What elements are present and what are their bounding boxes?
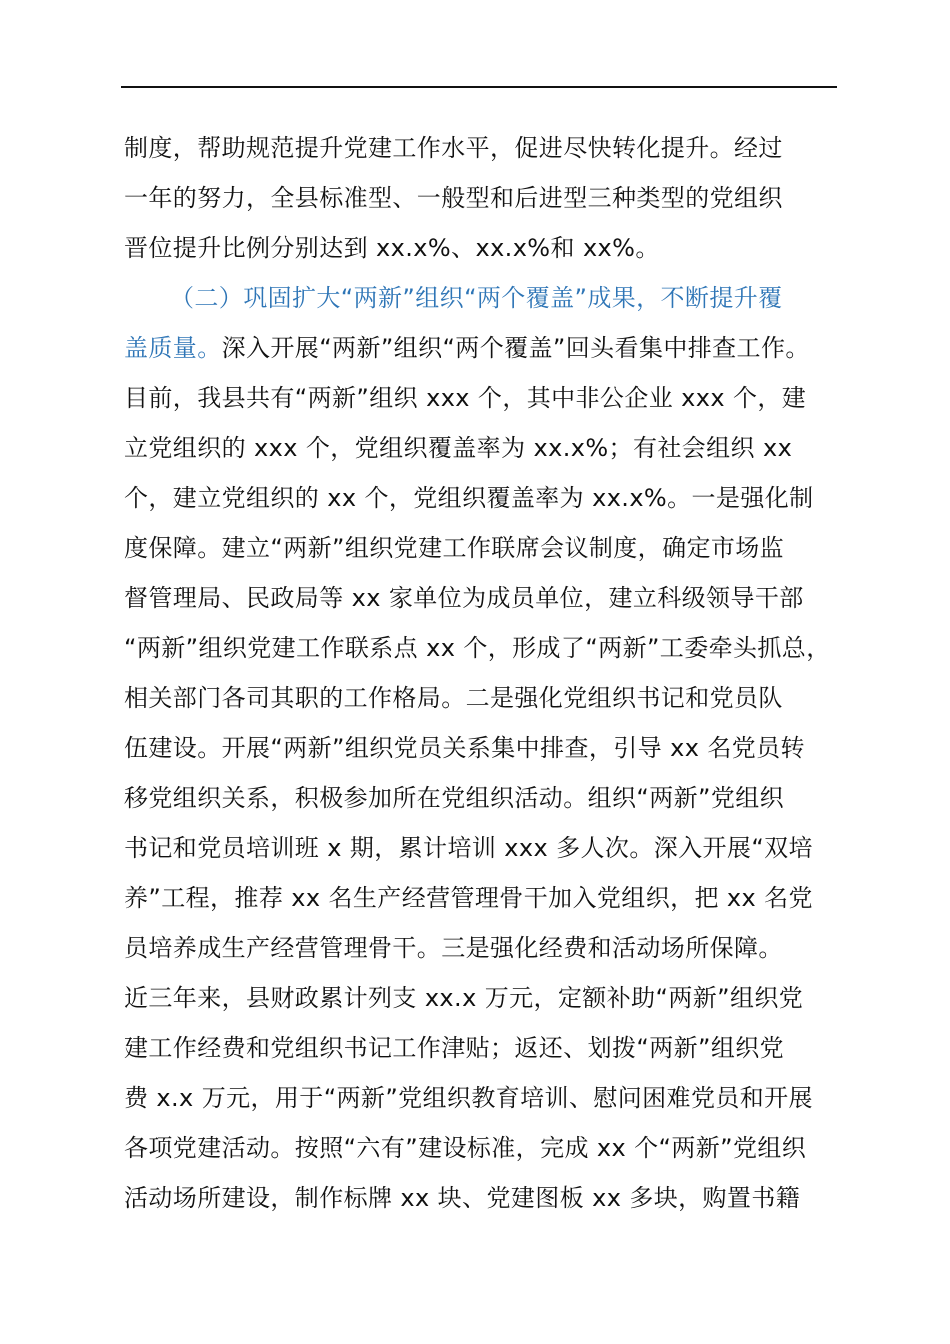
text-line: 活动场所建设，制作标牌 xx 块、党建图板 xx 多块，购置书籍	[124, 1184, 801, 1212]
header-rule	[121, 86, 837, 88]
text-line: 一年的努力，全县标准型、一般型和后进型三种类型的党组织	[124, 184, 783, 212]
text-line: “两新”组织党建工作联系点 xx 个，形成了“两新”工委牵头抓总，	[124, 634, 831, 662]
text-line: 近三年来，县财政累计列支 xx.x 万元，定额补助“两新”组织党	[124, 984, 804, 1012]
text-line: 伍建设。开展“两新”组织党员关系集中排查，引导 xx 名党员转	[124, 734, 805, 762]
text-line: 相关部门各司其职的工作格局。二是强化党组织书记和党员队	[124, 684, 783, 712]
text-line: 建工作经费和党组织书记工作津贴；返还、划拨“两新”组织党	[124, 1034, 785, 1062]
text-line: 制度，帮助规范提升党建工作水平，促进尽快转化提升。经过	[124, 134, 783, 162]
text-line: 个，建立党组织的 xx 个，党组织覆盖率为 xx.x%。一是强化制	[124, 484, 814, 512]
text-line: 员培养成生产经营管理骨干。三是强化经费和活动场所保障。	[124, 934, 783, 962]
text-line-part: 深入开展“两新”组织“两个覆盖”回头看集中排查工作。	[221, 334, 810, 362]
text-line: 各项党建活动。按照“六有”建设标准，完成 xx 个“两新”党组织	[124, 1134, 807, 1162]
mixed-line	[124, 331, 810, 365]
text-line: 晋位提升比例分别达到 xx.x%、xx.x%和 xx%。	[124, 234, 660, 262]
section-heading-end: 盖质量。	[124, 334, 222, 362]
text-line: 养”工程，推荐 xx 名生产经营管理骨干加入党组织，把 xx 名党	[124, 884, 813, 912]
text-line: 督管理局、民政局等 xx 家单位为成员单位，建立科级领导干部	[124, 584, 804, 612]
text-line: 立党组织的 xxx 个，党组织覆盖率为 xx.x%；有社会组织 xx	[124, 434, 793, 462]
text-line: 移党组织关系，积极参加所在党组织活动。组织“两新”党组织	[124, 784, 785, 812]
text-line: 书记和党员培训班 x 期，累计培训 xxx 多人次。深入开展“双培	[124, 834, 813, 862]
text-line: 费 x.x 万元，用于“两新”党组织教育培训、慰问困难党员和开展	[124, 1084, 813, 1112]
text-line: 度保障。建立“两新”组织党建工作联席会议制度，确定市场监	[124, 534, 785, 562]
section-heading-line: （二）巩固扩大“两新”组织“两个覆盖”成果，不断提升覆	[170, 284, 783, 312]
text-line: 目前，我县共有“两新”组织 xxx 个，其中非公企业 xxx 个，建	[124, 384, 807, 412]
